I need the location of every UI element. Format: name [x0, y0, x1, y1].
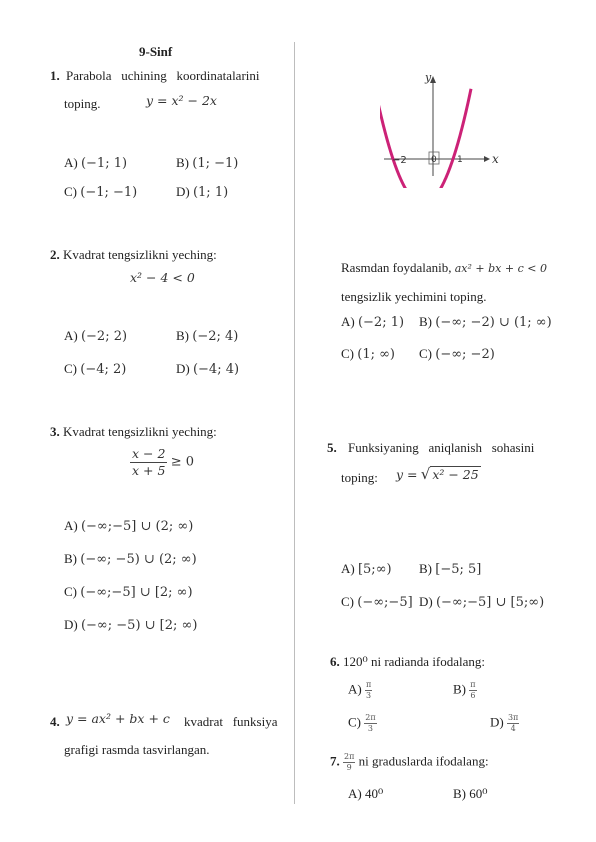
- option-value: (−∞;−5] ∪ [5;∞): [435, 595, 545, 610]
- q4-number: 4.: [50, 714, 60, 729]
- option-value: (−∞; −5) ∪ (2; ∞): [80, 552, 197, 567]
- q2-option-a[interactable]: [64, 328, 127, 344]
- q4cont-formula: ax² + bx + c < 0: [454, 262, 547, 275]
- option-value: (−∞; −2): [435, 347, 495, 362]
- option-label: A): [348, 681, 362, 697]
- option-value: (−1; 1): [80, 156, 128, 171]
- q5-option-b[interactable]: [419, 561, 481, 577]
- q3-fraction: [130, 446, 167, 479]
- option-value: (1; −1): [192, 156, 239, 171]
- option-fraction: [469, 680, 476, 701]
- option-value: (−2; 4): [192, 329, 239, 344]
- column-divider: [294, 42, 295, 804]
- q2-option-c[interactable]: [64, 361, 126, 377]
- q1-text-line2: toping.: [64, 96, 101, 111]
- option-label: B): [419, 561, 432, 576]
- parabola-curve: [380, 89, 471, 188]
- q2-option-b[interactable]: [176, 328, 238, 344]
- q4-text-line1: kvadrat funksiya: [184, 714, 278, 729]
- fraction-numerator: 2π: [365, 713, 376, 722]
- option-value: (1; ∞): [357, 347, 396, 362]
- q7-number: 7.: [330, 753, 340, 769]
- q3-relation: ≥ 0: [170, 454, 194, 470]
- q1-option-a[interactable]: [64, 155, 127, 171]
- option-label: A): [64, 155, 78, 170]
- q7-text: ni graduslarda ifodalang:: [358, 753, 489, 769]
- option-label: A): [348, 786, 362, 801]
- q4-option-b[interactable]: [419, 314, 552, 330]
- q1-number: 1.: [50, 68, 60, 83]
- tick-label-0: 0: [431, 155, 437, 165]
- q6-option-d[interactable]: [490, 713, 519, 734]
- option-value: (−2; 2): [80, 329, 128, 344]
- fraction-numerator: 3π: [507, 713, 519, 722]
- option-label: C): [341, 594, 354, 609]
- q5-option-c[interactable]: [341, 594, 413, 610]
- q5-text-line2: toping:: [341, 470, 378, 485]
- q2-text: Kvadrat tengsizlikni yeching:: [63, 247, 217, 262]
- fraction-numerator: π: [365, 680, 372, 689]
- option-label: B): [453, 786, 466, 801]
- option-value: [−5; 5]: [435, 562, 482, 577]
- q3-text: Kvadrat tengsizlikni yeching:: [63, 424, 217, 439]
- option-label: B): [64, 551, 77, 566]
- q6-option-a[interactable]: [348, 680, 372, 701]
- option-value: (−4; 4): [192, 362, 240, 377]
- q3-fraction-numerator: x − 2: [132, 446, 166, 461]
- q4-option-d[interactable]: [419, 346, 495, 362]
- tick-label-neg2: −2: [392, 155, 407, 166]
- option-label: D): [64, 617, 78, 632]
- option-label: D): [490, 714, 504, 730]
- tick-label-1: 1: [457, 155, 463, 165]
- q4cont-text-line2: tengsizlik yechimini toping.: [341, 289, 487, 304]
- q2-option-d[interactable]: [176, 361, 239, 377]
- option-value: (−∞;−5] ∪ (2; ∞): [80, 519, 194, 534]
- q1-formula: y = x² − 2x: [146, 93, 217, 108]
- q4-option-c[interactable]: [341, 346, 395, 362]
- option-value: 40⁰: [364, 786, 384, 801]
- option-value: (−∞; −2) ∪ (1; ∞): [435, 315, 552, 330]
- option-label: C): [64, 361, 77, 376]
- option-label: A): [341, 561, 355, 576]
- option-label: B): [453, 681, 466, 697]
- q4-formula: y = ax² + bx + c: [66, 711, 170, 726]
- fraction-denominator: 6: [470, 691, 476, 700]
- q6-text: 120⁰ ni radianda ifodalang:: [343, 654, 486, 669]
- option-label: C): [419, 346, 432, 361]
- q6-option-b[interactable]: [453, 680, 477, 701]
- fraction-numerator: π: [470, 680, 476, 689]
- fraction-denominator: 4: [510, 724, 516, 733]
- option-label: D): [176, 184, 190, 199]
- option-value: (1; 1): [192, 185, 229, 200]
- option-label: D): [176, 361, 190, 376]
- q2-number: 2.: [50, 247, 60, 262]
- y-axis-label: y: [425, 71, 432, 84]
- q5-option-a[interactable]: [341, 561, 392, 577]
- fraction-numerator: 2π: [344, 752, 355, 761]
- option-fraction: [507, 713, 519, 734]
- x-axis-arrow: [484, 156, 490, 162]
- q5-number: 5.: [327, 440, 337, 455]
- fraction-denominator: 9: [346, 763, 352, 772]
- option-value: (−∞;−5] ∪ [2; ∞): [80, 585, 193, 600]
- q3-option-a[interactable]: [64, 518, 193, 534]
- parabola-graph-svg: [380, 68, 510, 188]
- option-label: C): [348, 714, 361, 730]
- q3-number: 3.: [50, 424, 60, 439]
- option-fraction: [365, 680, 372, 701]
- q6-number: 6.: [330, 654, 340, 669]
- option-label: C): [341, 346, 354, 361]
- option-value: (−2; 1): [357, 315, 405, 330]
- option-value: 60⁰: [469, 786, 488, 801]
- option-value: (−4; 2): [80, 362, 127, 377]
- option-label: C): [64, 184, 77, 199]
- option-fraction: [364, 713, 376, 734]
- option-label: A): [64, 518, 78, 533]
- q1-option-d[interactable]: [176, 184, 228, 200]
- option-value: (−∞; −5) ∪ [2; ∞): [80, 618, 198, 633]
- q4-text-line2: grafigi rasmda tasvirlangan.: [64, 742, 210, 757]
- q7-fraction: [343, 752, 355, 773]
- option-label: C): [64, 584, 77, 599]
- q3-formula: [130, 446, 194, 479]
- option-label: B): [419, 314, 432, 329]
- page-title: 9-Sinf: [139, 44, 173, 59]
- fraction-denominator: 3: [366, 691, 372, 700]
- q7-option-b[interactable]: [453, 786, 487, 802]
- option-value: (−1; −1): [80, 185, 138, 200]
- option-value: [5;∞): [357, 562, 392, 577]
- parabola-graph: [380, 68, 510, 188]
- q4cont-text-line1: Rasmdan foydalanib,: [341, 260, 452, 275]
- q4cont-line1: [341, 260, 547, 276]
- q7-line: [330, 752, 489, 773]
- q5-formula: [396, 465, 481, 483]
- q4-option-a[interactable]: [341, 314, 404, 330]
- sqrt-symbol: √: [420, 465, 431, 483]
- q6-option-c[interactable]: [348, 713, 377, 734]
- q1-option-b[interactable]: [176, 155, 238, 171]
- q5-formula-radicand: x² − 25: [432, 467, 479, 482]
- q7-option-a[interactable]: [348, 786, 383, 802]
- q5-text-line1: Funksiyaning aniqlanish sohasini: [348, 440, 535, 455]
- fraction-denominator: 3: [367, 724, 373, 733]
- q3-option-b[interactable]: [64, 551, 197, 567]
- option-value: (−∞;−5]: [357, 595, 413, 610]
- q3-option-d[interactable]: [64, 617, 197, 633]
- q1-text-line1: Parabola uchining koordinatalarini: [66, 68, 260, 83]
- q1-option-c[interactable]: [64, 184, 137, 200]
- q2-formula: x² − 4 < 0: [130, 270, 195, 285]
- option-label: B): [176, 328, 189, 343]
- option-label: D): [419, 594, 433, 609]
- q3-fraction-denominator: x + 5: [132, 463, 166, 478]
- q5-option-d[interactable]: [419, 594, 544, 610]
- option-label: A): [341, 314, 355, 329]
- option-label: A): [64, 328, 78, 343]
- q3-option-c[interactable]: [64, 584, 193, 600]
- q5-formula-left: y =: [396, 467, 418, 482]
- x-axis-label: x: [492, 152, 499, 166]
- option-label: B): [176, 155, 189, 170]
